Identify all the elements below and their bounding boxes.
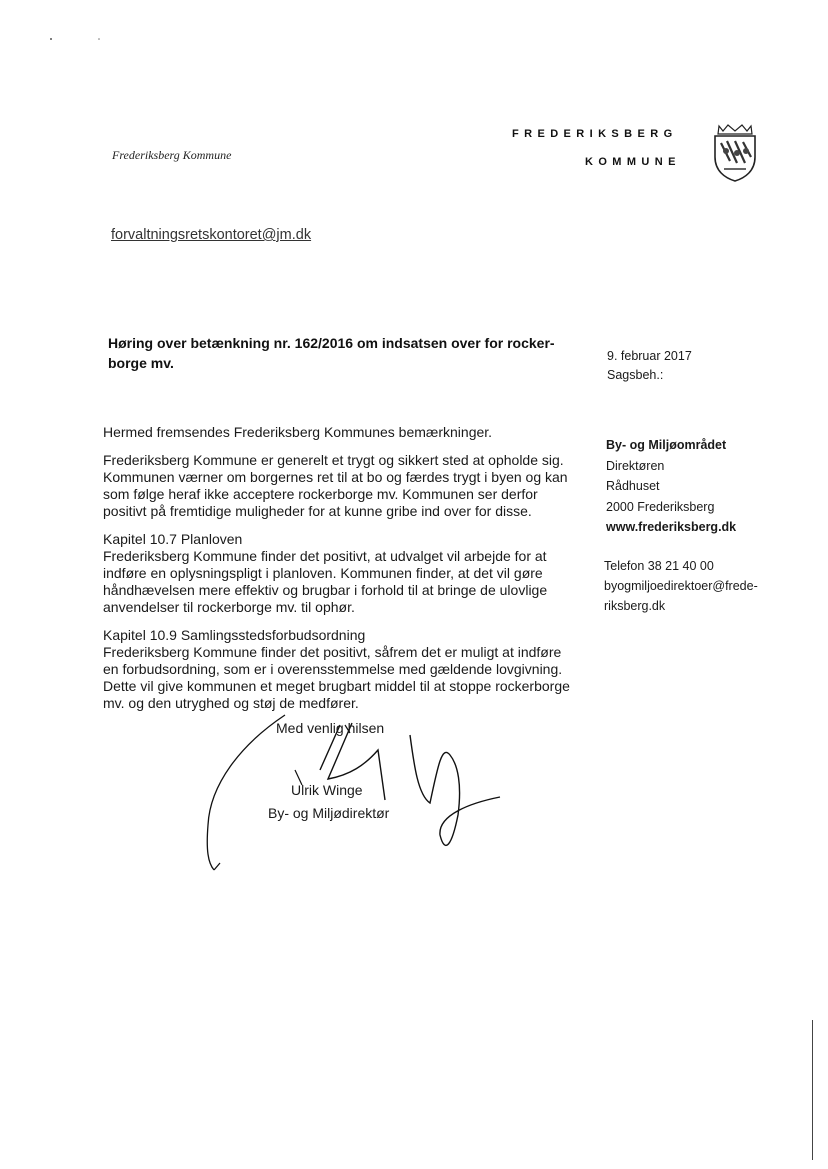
- postal-city: 2000 Frederiksberg: [606, 499, 715, 514]
- coat-of-arms-icon: [710, 123, 760, 183]
- contact-email[interactable]: byogmiljoedirektoer@frede-riksberg.dk: [604, 579, 758, 613]
- phone-number: Telefon 38 21 40 00: [604, 559, 714, 573]
- recipient-email[interactable]: forvaltningsretskontoret@jm.dk: [111, 227, 312, 243]
- chapter-10-9-text: Frederiksberg Kommune finder det positivt, såfrem det er muligt at indføre en forbudsordning, som er i overensstemmelse med gældende lovgivning. Dette vil give kommunen et meget brugbart middel til at stoppe rockerborge mv. og den utryghed og støj de medfører.: [103, 644, 570, 711]
- date-block: [607, 347, 692, 385]
- sender-name: Frederiksberg Kommune: [112, 148, 232, 162]
- case-officer-label: Sagsbeh.:: [607, 368, 664, 382]
- scan-edge-line: [812, 1020, 813, 1160]
- chapter-10-9-heading: Kapitel 10.9 Samlingsstedsforbudsordning: [103, 627, 366, 643]
- scan-specks: [0, 0, 828, 80]
- letter-date: 9. februar 2017: [607, 349, 692, 363]
- building-name: Rådhuset: [606, 479, 660, 493]
- intro-paragraph: Hermed fremsendes Frederiksberg Kommunes bemærkninger.: [103, 424, 493, 440]
- signer-name: Ulrik Winge: [291, 782, 363, 798]
- logo-wordmark-line2: KOMMUNE: [585, 156, 681, 168]
- letter-subject: Høring over betænkning nr. 162/2016 om indsatsen over for rocker-borge mv.: [108, 335, 555, 371]
- chapter-10-7-heading: Kapitel 10.7 Planloven: [103, 531, 243, 547]
- letter-body: [103, 424, 573, 723]
- chapter-10-7-text: Frederiksberg Kommune finder det positivt, at udvalget vil arbejde for at indføre en oplysningspligt i planloven. Kommunen finder, at det vil gøre håndhævelsen mere effektiv og brugbar i forhold til at bringe de ulovlige anvendelser til rockerborge mv. til ophør.: [103, 548, 548, 615]
- website-link[interactable]: www.frederiksberg.dk: [606, 520, 737, 534]
- contact-block: [604, 556, 784, 616]
- logo-wordmark-line1: FREDERIKSBERG: [512, 128, 678, 140]
- closing-greeting: Med venlig hilsen: [276, 720, 385, 736]
- sender-address-block: [606, 435, 736, 538]
- department-name: By- og Miljøområdet: [606, 438, 727, 452]
- general-paragraph: Frederiksberg Kommune er generelt et trygt og sikkert sted at opholde sig. Kommunen værner om borgernes ret til at bo og færdes trygt i byen og kan som følge heraf ikke acceptere rockerborge mv. Kommunen ser derfor positivt på fremtidige muligheder for at kunne gribe ind over for disse.: [103, 452, 568, 519]
- signer-title: By- og Miljødirektør: [268, 805, 390, 821]
- department-role: Direktøren: [606, 458, 665, 473]
